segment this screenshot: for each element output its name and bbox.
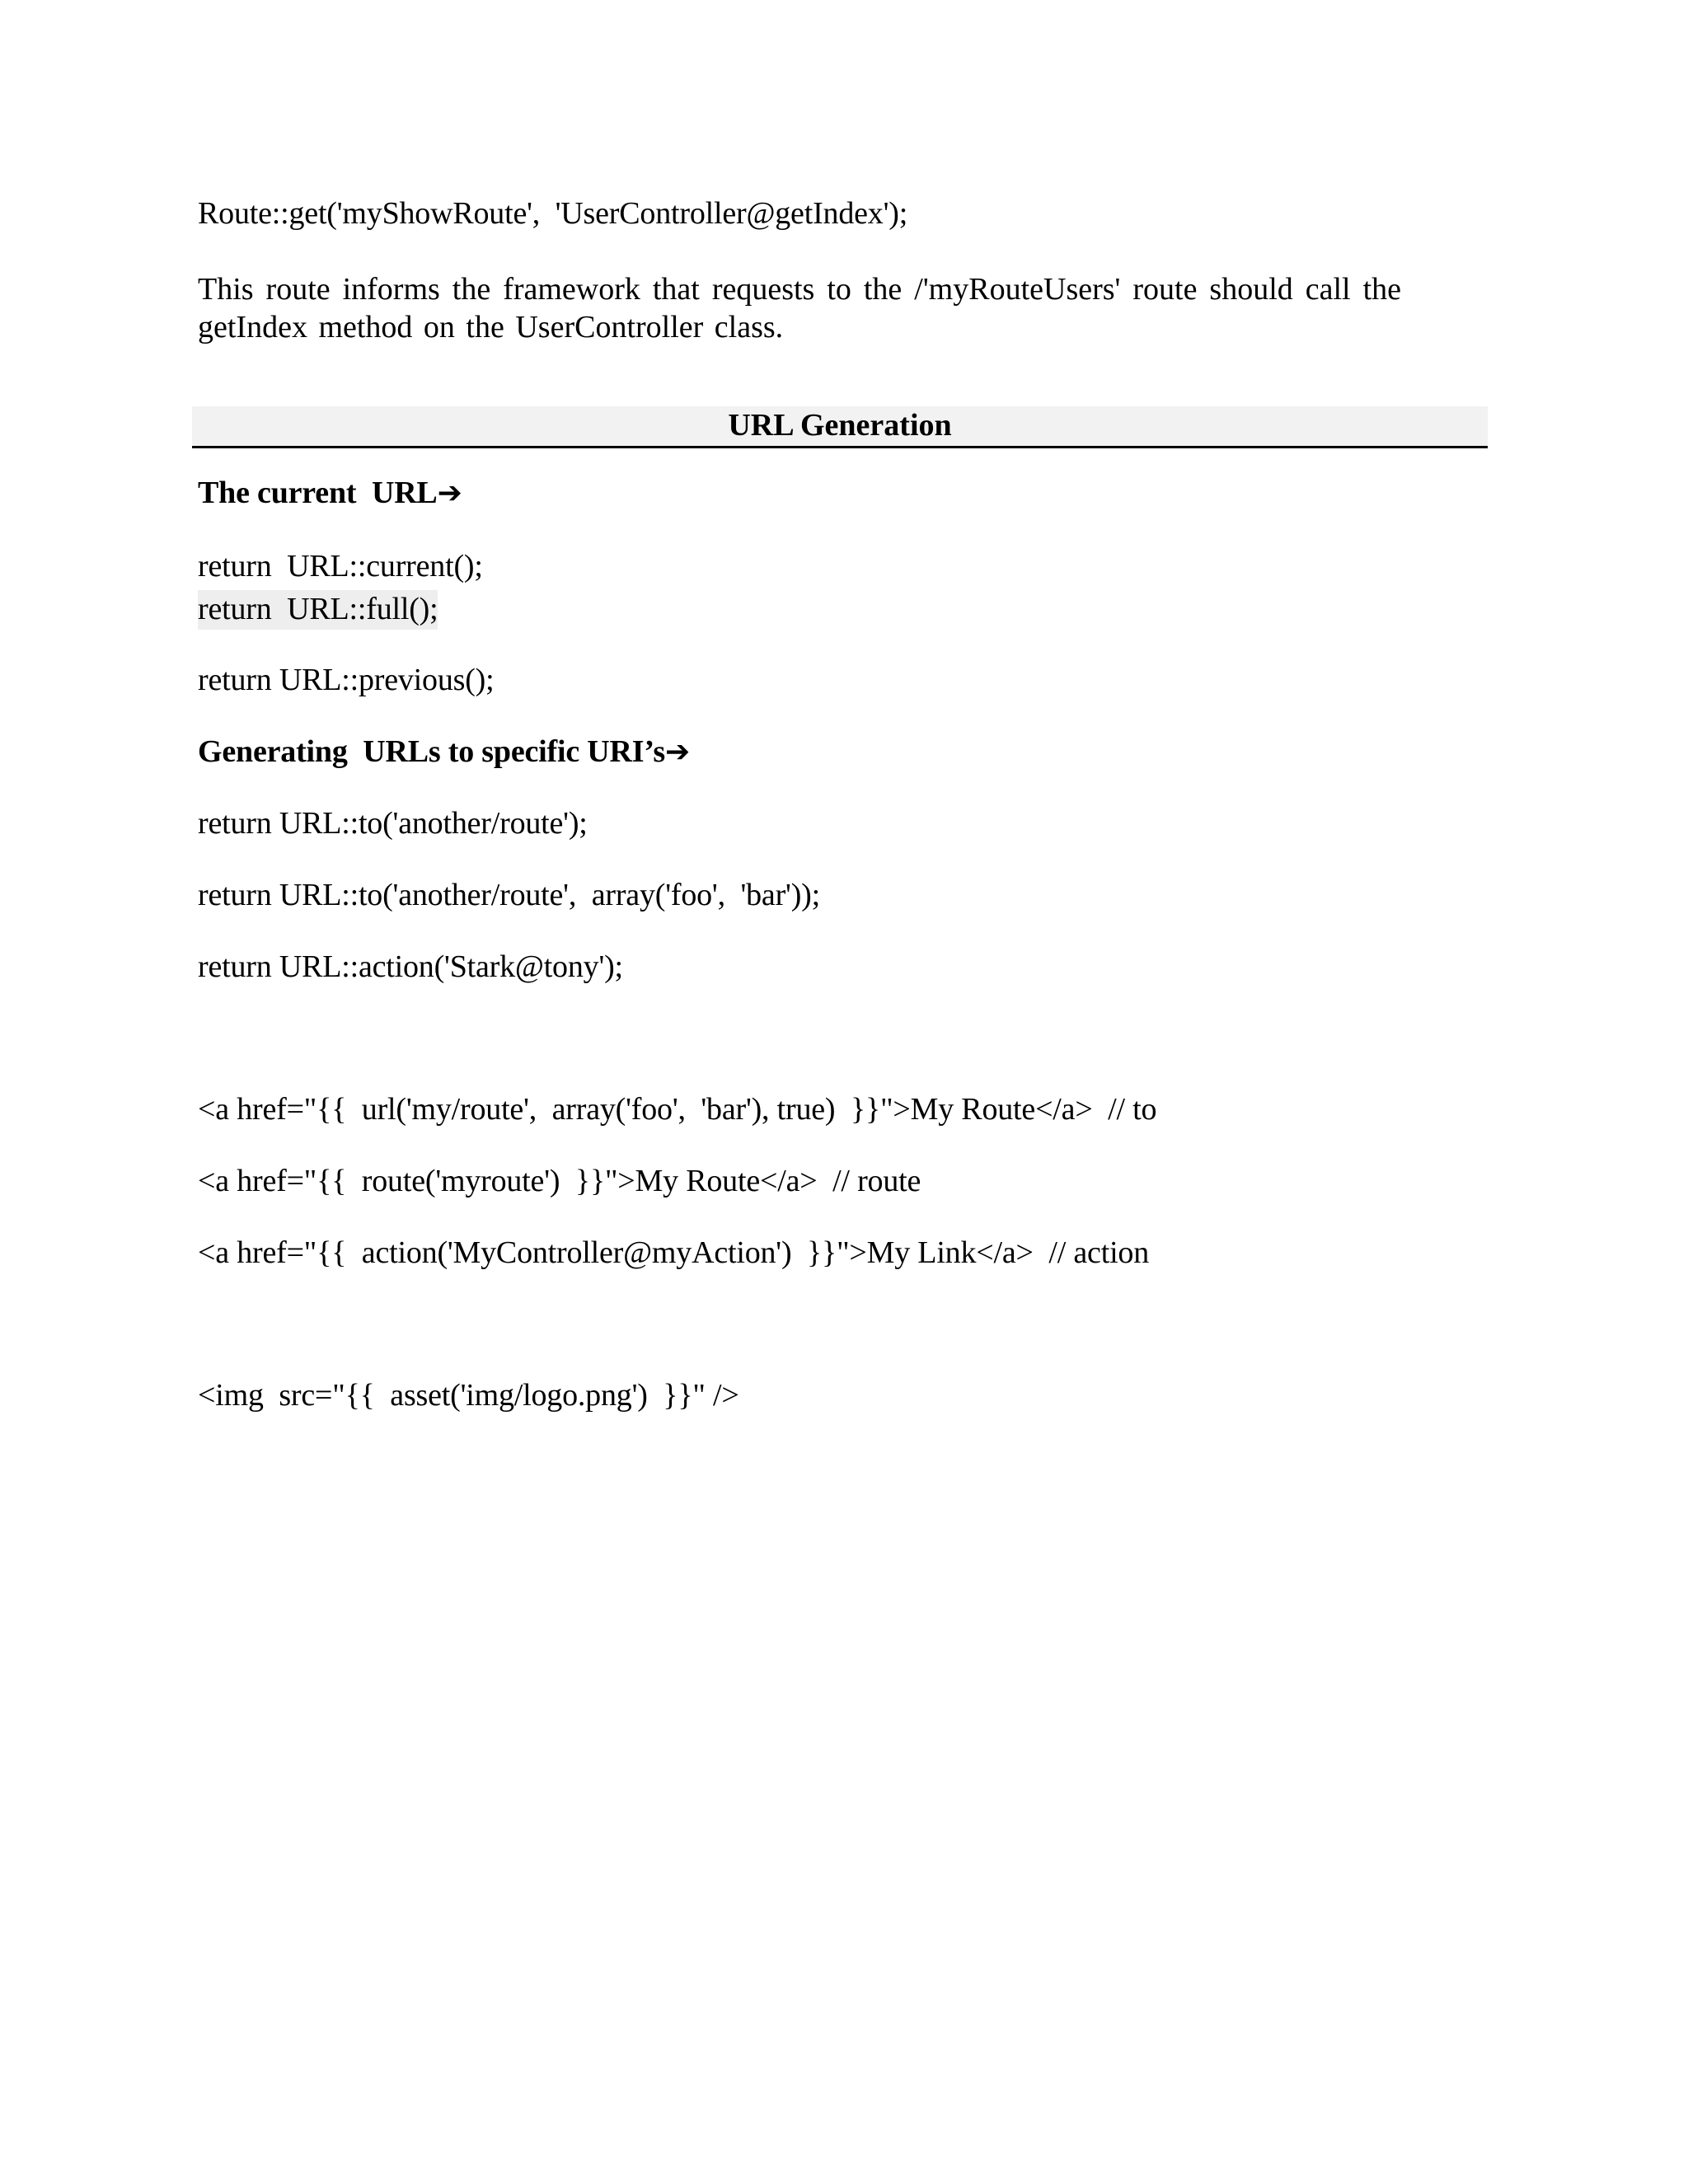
code-line-url-full [198,590,438,628]
code-line-url-to-with-array: return URL::to('another/route', array('foo', 'bar')); [198,878,820,912]
section-heading-url-generation: URL Generation [192,406,1488,448]
right-arrow-icon: ➔ [665,735,690,769]
route-definition-line: Route::get('myShowRoute', 'UserController@getIndex'); [198,196,908,231]
code-line-url-to: return URL::to('another/route'); [198,806,588,841]
current-url-heading [198,474,462,513]
code-line-img-asset: <img src="{{ asset('img/logo.png') }}" /> [198,1378,739,1413]
code-line-url-previous: return URL::previous(); [198,663,495,697]
right-arrow-icon: ➔ [437,476,462,510]
specific-uri-heading-text: Generating URLs to specific URI’s [198,734,666,769]
current-url-heading-text: The current URL [198,476,438,510]
route-description-paragraph: This route informs the framework that requests to the /'myRouteUsers' route should call the getIndex method on the UserController class. [198,272,1401,344]
code-line-url-action: return URL::action('Stark@tony'); [198,949,623,984]
highlighted-code-url-full: return URL::full(); [198,590,438,630]
specific-uri-heading [198,733,690,771]
code-line-anchor-action: <a href="{{ action('MyController@myAction') }}">My Link</a> // action [198,1235,1150,1270]
code-line-url-current: return URL::current(); [198,549,483,583]
code-line-anchor-url: <a href="{{ url('my/route', array('foo', 'bar'), true) }}">My Route</a> // to [198,1092,1157,1127]
code-line-anchor-route: <a href="{{ route('myroute') }}">My Route</a> // route [198,1164,921,1198]
